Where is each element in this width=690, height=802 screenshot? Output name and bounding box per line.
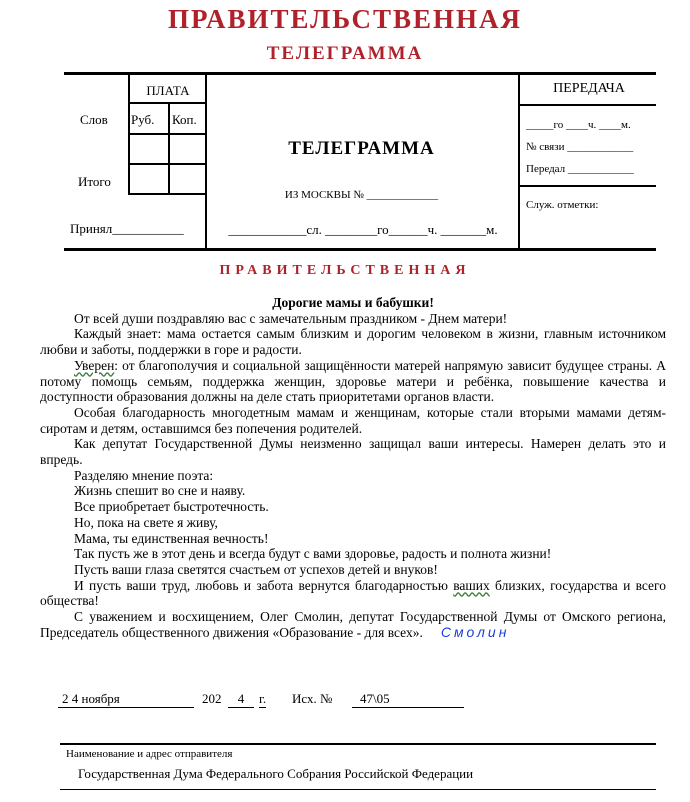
letter-paragraph-text: С уважением и восхищением, Олег Смолин, депутат Государственной Думы от Омского региона, Председатель общественного движения «Образование - для всех». [40, 609, 666, 640]
letter-paragraph: Каждый знает: мама остается самым близким и дорогим человеком в жизни, главным источником любви и заботы, поддержки в горе и радости. [40, 326, 666, 358]
form-divider [518, 185, 656, 187]
form-go-line: _____го ____ч. ____м. [526, 119, 631, 131]
footer-ish-number: 47\05 [352, 691, 464, 708]
spellcheck-word: Уверен [74, 357, 115, 373]
form-divider [128, 133, 206, 135]
letter-body [40, 295, 666, 640]
form-slov-label: Слов [80, 112, 108, 127]
footer-date: 2 4 ноября [58, 691, 194, 708]
form-divider [168, 104, 170, 195]
letter-paragraph-text: близких, государства и всего общества! [40, 577, 666, 609]
footer-year-digit: 4 [228, 691, 254, 708]
letter-paragraph-text: : от благополучия и социальной защищённости матерей напрямую зависит будущее страны. А потому помощь семьям, поддержка женщин, здоровье матери и ребёнка, повышение качества и доступности образования должны на деле стать приоритетами органов власти. [40, 357, 666, 405]
telegram-header-title: ПРАВИТЕЛЬСТВЕННАЯ [167, 4, 523, 34]
sender-top-rule [60, 743, 656, 745]
form-rub-label: Руб. [131, 112, 155, 127]
sender-name: Государственная Дума Федерального Собрания Российской Федерации [78, 766, 474, 781]
form-divider [128, 104, 130, 195]
letter-paragraph [40, 358, 666, 405]
letter-paragraph: Так пусть же в этот день и всегда будут с вами здоровье, радость и полнота жизни! [74, 546, 552, 562]
telegram-form [64, 72, 656, 251]
sender-label: Наименование и адрес отправителя [66, 748, 233, 760]
poem-line: Все приобретает быстротечность. [74, 499, 269, 515]
spellcheck-word: ваших [453, 577, 490, 593]
government-band: ПРАВИТЕЛЬСТВЕННАЯ [219, 263, 471, 278]
form-center-title: ТЕЛЕГРАММА [288, 138, 435, 159]
form-itogo-label: Итого [78, 174, 111, 189]
form-prinyal-field: Принял___________ [70, 221, 184, 236]
letter-paragraph [40, 609, 666, 640]
letter-paragraph-text: И пусть ваши труд, любовь и забота вернутся благодарностью [74, 577, 454, 593]
form-peredal-line: Передал ____________ [526, 163, 634, 175]
letter-paragraph [40, 578, 666, 609]
letter-paragraph: Особая благодарность многодетным мамам и женщинам, которые стали вторыми мамами детям-сиротам и детям, оставшимся без попечения родителей. [40, 404, 666, 436]
poem-line: Жизнь спешит во сне и наяву. [74, 483, 246, 499]
letter-paragraph: От всей души поздравляю вас с замечательным праздником - Днем матери! [74, 310, 508, 326]
signature: Смолин [440, 623, 510, 640]
form-divider [128, 163, 206, 165]
form-divider [128, 102, 206, 104]
form-kop-label: Коп. [172, 112, 197, 127]
form-plata-label: ПЛАТА [146, 83, 190, 98]
form-divider [518, 75, 520, 251]
footer-year-suffix: г. [259, 691, 267, 706]
form-sluzh-label: Служ. отметки: [526, 199, 599, 211]
form-divider [518, 104, 656, 106]
form-bottom-line: ____________сл. ________го______ч. _______м. [228, 222, 498, 237]
footer-ish-label: Исх. № [292, 691, 333, 706]
letter-paragraph: Пусть ваши глаза светятся счастьем от успехов детей и внуков! [74, 561, 438, 577]
letter-paragraph: Как депутат Государственной Думы неизменно защищал ваши интересы. Намерен делать это и впредь. [40, 436, 666, 468]
poem-line: Но, пока на свете я живу, [74, 514, 218, 530]
form-divider [128, 75, 130, 104]
telegram-header-subtitle: ТЕЛЕГРАММА [266, 43, 424, 64]
letter-paragraph: Разделяю мнение поэта: [74, 467, 214, 483]
sender-bottom-rule [60, 789, 656, 790]
poem-line: Мама, ты единственная вечность! [74, 530, 269, 546]
letter-greeting: Дорогие мамы и бабушки! [272, 295, 434, 310]
form-divider [128, 193, 206, 195]
footer-year-prefix: 202 [202, 691, 222, 706]
form-peredacha-label: ПЕРЕДАЧА [553, 81, 625, 96]
form-svyazi-line: № связи ____________ [526, 141, 634, 153]
form-from-line: ИЗ МОСКВЫ № _____________ [284, 189, 439, 201]
